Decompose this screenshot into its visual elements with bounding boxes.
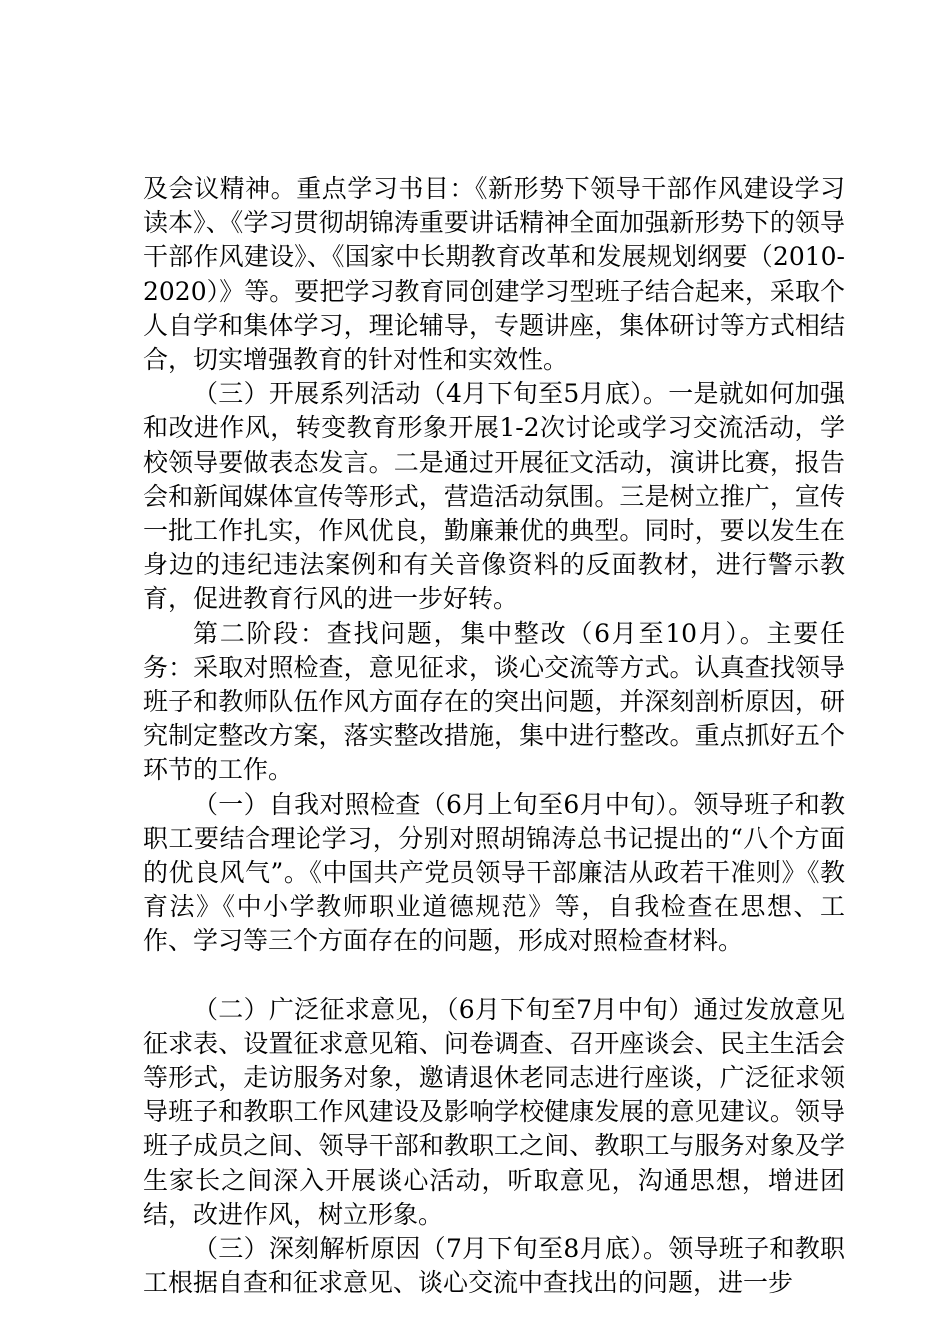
paragraph-series-activities: （三）开展系列活动（4月下旬至5月底）。一是就如何加强和改进作风，转变教育形象开展1-2次讨论或学习交流活动，学校领导要做表态发言。二是通过开展征文活动，演讲比赛，报告会和新闻媒体宣传等形式，营造活动氛围。三是树立推广，宣传一批工作扎实，作风优良，勤廉兼优的典型。同时，要以发生在身边的违纪违法案例和有关音像资料的反面教材，进行警示教育，促进教育行风的进一步好转。 bbox=[143, 379, 845, 614]
paragraph-analyze-causes: （三）深刻解析原因（7月下旬至8月底）。领导班子和教职工根据自查和征求意见、谈心交流中查找出的问题，进一步 bbox=[143, 1234, 845, 1298]
document-body bbox=[143, 172, 845, 1301]
paragraph-stage-two: 第二阶段：查找问题，集中整改（6月至10月）。主要任务：采取对照检查，意见征求，谈心交流等方式。认真查找领导班子和教师队伍作风方面存在的突出问题，并深刻剖析原因，研究制定整改方案，落实整改措施，集中进行整改。重点抓好五个环节的工作。 bbox=[143, 618, 845, 785]
paragraph-study-books: 及会议精神。重点学习书目：《新形势下领导干部作风建设学习读本》、《学习贯彻胡锦涛重要讲话精神全面加强新形势下的领导干部作风建设》、《国家中长期教育改革和发展规划纲要（2010-2020）》等。要把学习教育同创建学习型班子结合起来，采取个人自学和集体学习，理论辅导，专题讲座，集体研讨等方式相结合，切实增强教育的针对性和实效性。 bbox=[143, 174, 845, 375]
paragraph-self-check: （一）自我对照检查（6月上旬至6月中旬）。领导班子和教职工要结合理论学习，分别对照胡锦涛总书记提出的“八个方面的优良风气”。《中国共产党员领导干部廉洁从政若干准则》《教育法》《中小学教师职业道德规范》等，自我检查在思想、工作、学习等三个方面存在的问题，形成对照检查材料。 bbox=[143, 789, 845, 956]
paragraph-solicit-opinions: （二）广泛征求意见，（6月下旬至7月中旬）通过发放意见征求表、设置征求意见箱、问卷调查、召开座谈会、民主生活会等形式，走访服务对象，邀请退休老同志进行座谈，广泛征求领导班子和教职工作风建设及影响学校健康发展的意见建议。领导班子成员之间、领导干部和教职工之间、教职工与服务对象及学生家长之间深入开展谈心活动，听取意见，沟通思想，增进团结，改进作风，树立形象。 bbox=[143, 994, 845, 1229]
blank-line bbox=[143, 959, 845, 993]
